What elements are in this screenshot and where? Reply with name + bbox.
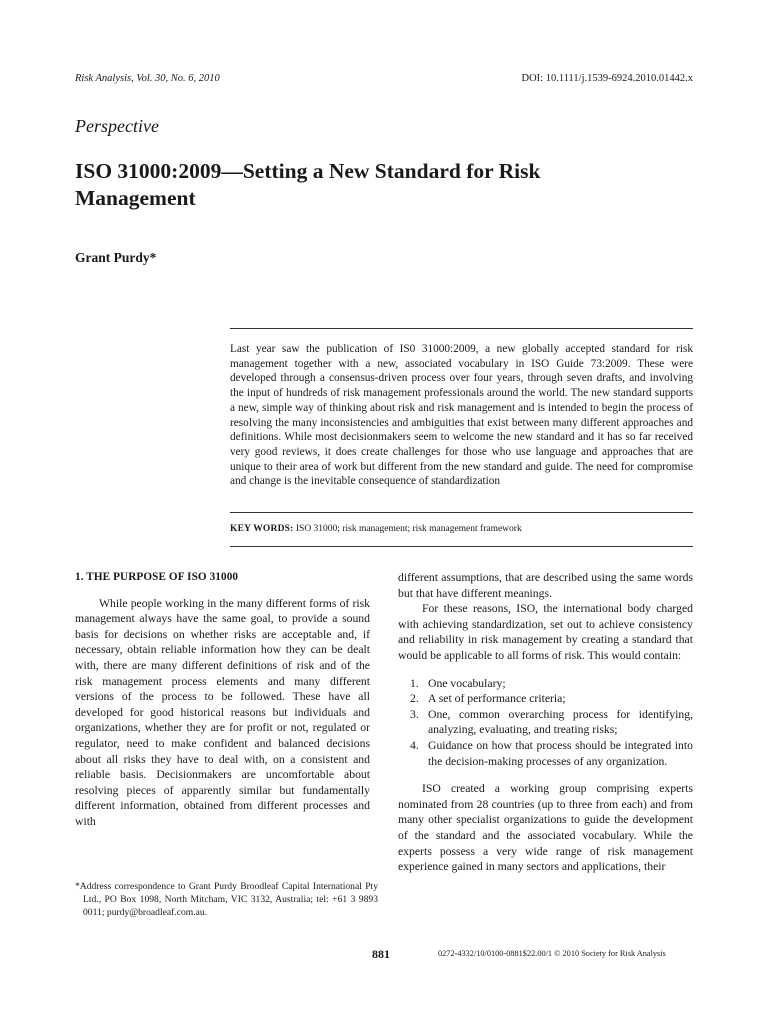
paper-title: ISO 31000:2009—Setting a New Standard for Risk Management [75,159,541,210]
left-column [75,570,370,830]
body-paragraph: While people working in the many different forms of risk management always have the same goal, to provide a sound basis for decisions on whether risks are acceptable and, if necessary, obtain reliable information how they can be dealt with, there are many different definitions of risk and of the risk management process elements and many different versions of the process to be followed. These have all developed for good historical reasons but individuals and organizations, whether they are for profit or not, regulated or regulator, need to make confident and balanced decisions about all risks they have to deal with, on a consistent and reliable basis. Decisionmakers are uncomfortable about resolving pieces of apparently similar but fundamentally different information, obtained from different processes and with [75,596,370,828]
list-item [398,676,693,692]
body-paragraph-continued: different assumptions, that are described using the same words but that have different meanings. [398,571,693,600]
list-item [398,691,693,707]
footnote: *Address correspondence to Grant Purdy Broodleaf Capital International Pty Ltd., PO Box 1098, North Mitcham, VIC 3132, Australia; tel: +61 3 9893 0011; purdy@broadleaf.com.au. [75,881,378,918]
list-number: 1. [410,676,419,690]
keywords-label: KEY WORDS: [230,524,294,534]
list-item [398,707,693,738]
keywords-rule [230,546,693,547]
keywords [230,524,693,534]
list-text: Guidance on how that process should be integrated into the decision-making processes of any organization. [428,738,693,768]
doi: DOI: 10.1111/j.1539-6924.2010.01442.x [521,73,693,84]
list-item [398,738,693,769]
section-label: Perspective [75,116,159,136]
requirements-list [398,676,693,770]
abstract: Last year saw the publication of IS0 31000:2009, a new globally accepted standard for risk management together with a new, associated vocabulary in ISO Guide 73:2009. These were developed through a consensus-driven process over four years, through seven drafts, and involving the input of hundreds of risk management professionals around the world. The new standard supports a new, simple way of thinking about risk and risk management and is intended to begin the process of resolving the many inconsistencies and ambiguities that exist between many different approaches and definitions. While most decisionmakers seem to welcome the new standard and it has so far received very good reviews, it does create challenges for those who use language and approaches that are unique to their area of work but different from the new standard and guide. The need for compromise and change is the inevitable consequence of standardization [230,343,693,488]
author-name: Grant Purdy* [75,250,157,265]
journal-citation: Risk Analysis, Vol. 30, No. 6, 2010 [75,73,220,84]
body-paragraph: ISO created a working group comprising experts nominated from 28 countries (up to three from each) and from many other specialist organizations to guide the development of the standard and the associated vocabulary. While the experts possess a very wide range of risk management experience gained in many sectors and applications, their [398,782,693,874]
section-heading: 1. THE PURPOSE OF ISO 31000 [75,571,239,583]
list-number: 2. [410,692,419,706]
page-number: 881 [372,947,390,961]
list-text: A set of performance criteria; [428,692,566,706]
keywords-text: ISO 31000; risk management; risk management framework [295,524,522,534]
body-paragraph: For these reasons, ISO, the international body charged with achieving standardization, set out to achieve consistency and reliability in risk management by creating a standard that would be applicable to all forms of risk. This would contain: [398,602,693,662]
list-text: One vocabulary; [428,676,506,690]
list-number: 3. [410,707,419,721]
abstract-bottom-rule [230,512,693,513]
right-column [398,570,693,875]
abstract-top-rule [230,328,693,329]
list-text: One, common overarching process for identifying, analyzing, evaluating, and treating risks; [428,707,693,737]
copyright-line: 0272-4332/10/0100-0881$22.00/1 © 2010 Society for Risk Analysis [438,949,666,958]
list-number: 4. [410,738,419,752]
